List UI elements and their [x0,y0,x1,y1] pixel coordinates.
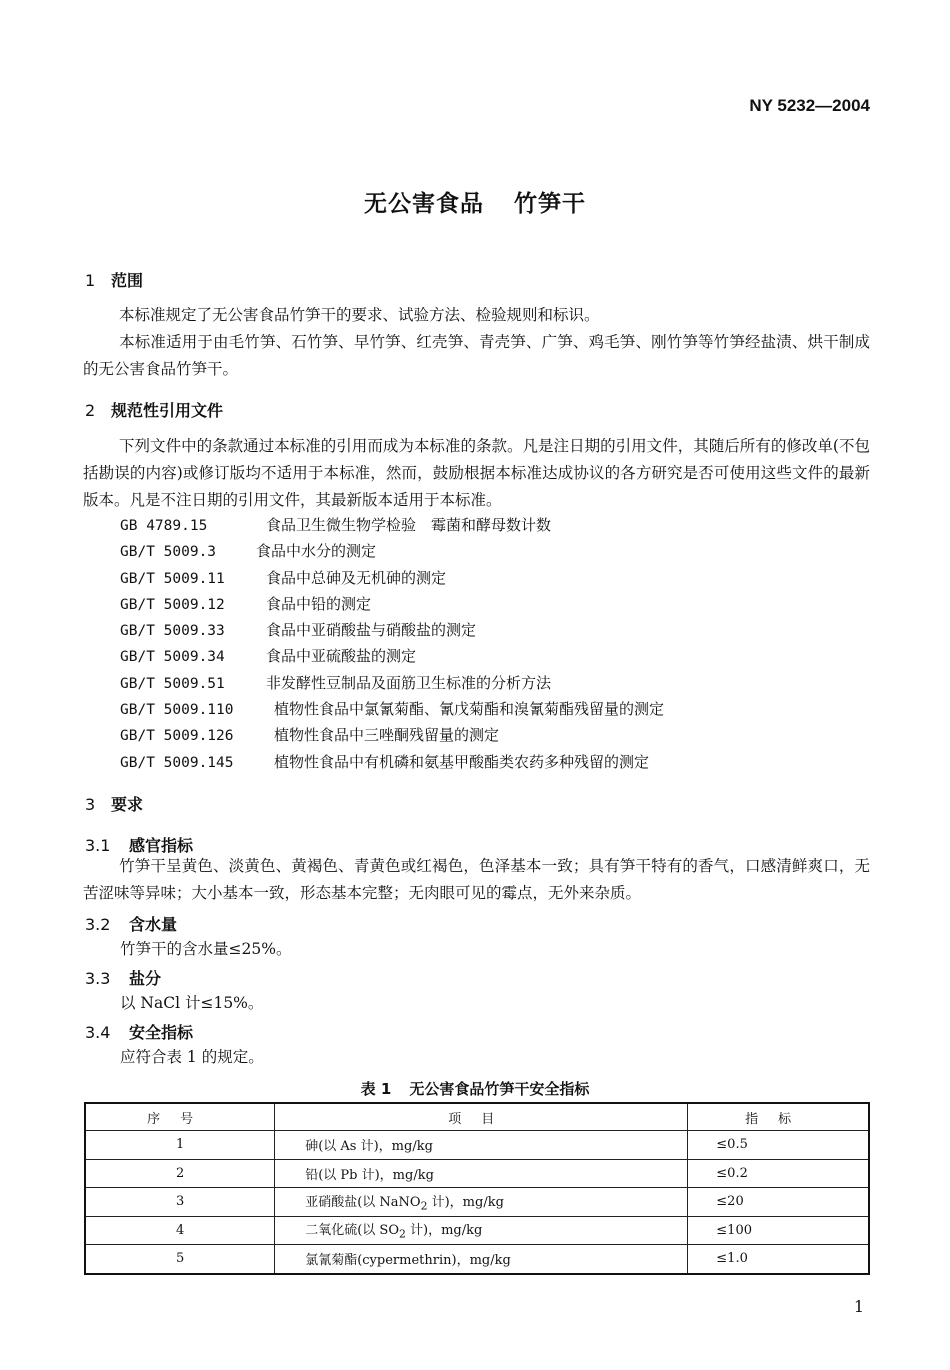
table-row [85,1159,869,1188]
subsection-number: 3.2 [85,915,111,934]
reference-item [120,512,664,538]
reference-code: GB/T 5009.34 [120,649,225,666]
reference-code: GB/T 5009.11 [120,570,225,587]
cell-no: 2 [85,1159,275,1188]
table-header-row [85,1103,869,1131]
section-1-paragraph-2: 本标准适用于由毛竹笋、石竹笋、早竹笋、红壳笋、青壳笋、广笋、鸡毛笋、刚竹笋等竹笋经盐渍、烘干制成的无公害食品竹笋干。 [83,333,870,378]
reference-item [120,643,664,669]
subsection-title: 含水量 [129,915,178,934]
standard-code: NY 5232—2004 [749,96,870,115]
section-title: 规范性引用文件 [111,401,224,420]
document-title [0,185,950,218]
subsection-3-4-heading [85,1020,193,1043]
section-number: 2 [85,401,96,420]
title-part-2: 竹笋干 [514,191,586,217]
reference-item [120,617,664,643]
section-number: 3 [85,795,96,814]
cell-limit: ≤100 [688,1216,869,1245]
reference-code: GB/T 5009.126 [120,728,234,745]
section-1-paragraph-1: 本标准规定了无公害食品竹笋干的要求、试验方法、检验规则和标识。 [119,306,600,324]
cell-item: 氯氰菊酯(cypermethrin)，mg/kg [275,1245,688,1274]
safety-indicators-table [84,1102,870,1275]
reference-item [120,670,664,696]
section-2-paragraph: 下列文件中的条款通过本标准的引用而成为本标准的条款。凡是注日期的引用文件，其随后所有的修改单(不包括勘误的内容)或修订版均不适用于本标准，然而，鼓励根据本标准达成协议的各方研究是否可使用这些文件的最新版本。凡是不注日期的引用文件，其最新版本适用于本标准。 [83,437,870,509]
reference-title: 食品中总砷及无机砷的测定 [266,568,447,587]
subsection-number: 3.4 [85,1023,111,1042]
reference-code: GB/T 5009.3 [120,544,217,561]
subsection-3-3-text: 以 NaCl 计≤15%。 [120,994,264,1012]
reference-item [120,749,664,775]
subsection-3-2-heading [85,912,177,935]
table-row [85,1245,869,1274]
reference-code: GB 4789.15 [120,518,208,534]
reference-title: 食品中亚硝酸盐与硝酸盐的测定 [266,621,477,640]
normative-references-list [120,512,664,775]
reference-code: GB/T 5009.145 [120,754,234,771]
reference-code: GB/T 5009.12 [120,596,225,613]
reference-code: GB/T 5009.51 [120,675,225,692]
subsection-title: 感官指标 [129,836,194,855]
cell-no: 1 [85,1131,275,1160]
subsection-3-2-text: 竹笋干的含水量≤25%。 [120,940,292,958]
subsection-title: 安全指标 [129,1023,194,1042]
table-row [85,1188,869,1217]
reference-item [120,722,664,748]
section-number: 1 [85,271,96,290]
cell-limit: ≤0.2 [688,1159,869,1188]
subsection-number: 3.1 [85,836,111,855]
subsection-3-3-heading [85,966,161,989]
cell-limit: ≤20 [688,1188,869,1217]
cell-no: 5 [85,1245,275,1274]
table-title: 无公害食品竹笋干安全指标 [409,1080,590,1098]
reference-title: 食品卫生微生物学检验 霉菌和酵母数计数 [266,516,552,534]
column-header-limit: 指标 [688,1103,869,1131]
reference-title: 植物性食品中氯氰菊酯、氰戊菊酯和溴氰菊酯残留量的测定 [274,700,665,719]
column-header-no: 序号 [85,1103,275,1131]
reference-title: 非发酵性豆制品及面筋卫生标准的分析方法 [266,673,552,692]
reference-title: 食品中铅的测定 [266,594,372,613]
reference-title: 植物性食品中三唑酮残留量的测定 [274,726,500,745]
table-number: 表 1 [360,1080,392,1098]
reference-title: 食品中亚硫酸盐的测定 [266,647,417,666]
section-title: 范围 [111,271,144,290]
page-number: 1 [853,1297,864,1316]
section-1-heading [85,268,143,291]
cell-limit: ≤1.0 [688,1245,869,1274]
cell-no: 3 [85,1188,275,1217]
table-caption [0,1078,950,1099]
reference-code: GB/T 5009.110 [120,702,234,719]
cell-item: 砷(以 As 计)，mg/kg [275,1131,688,1160]
reference-item [120,538,664,564]
column-header-item: 项目 [275,1103,688,1131]
section-2-heading [85,398,223,421]
cell-no: 4 [85,1216,275,1245]
subsection-3-1-text: 竹笋干呈黄色、淡黄色、黄褐色、青黄色或红褐色，色泽基本一致；具有笋干特有的香气，口感清鲜爽口，无苦涩味等异味；大小基本一致，形态基本完整；无肉眼可见的霉点，无外来杂质。 [83,857,870,902]
subsection-3-4-text: 应符合表 1 的规定。 [120,1048,264,1066]
section-3-heading [85,792,143,815]
section-title: 要求 [111,795,144,814]
reference-item [120,696,664,722]
reference-item [120,565,664,591]
cell-item: 亚硝酸盐(以 NaNO$_2$ 计)，mg/kg [275,1188,688,1217]
cell-item: 铅(以 Pb 计)，mg/kg [275,1159,688,1188]
reference-title: 食品中水分的测定 [256,542,377,561]
reference-code: GB/T 5009.33 [120,623,225,640]
cell-limit: ≤0.5 [688,1131,869,1160]
table-row [85,1131,869,1160]
reference-title: 植物性食品中有机磷和氨基甲酸酯类农药多种残留的测定 [274,752,650,771]
subsection-number: 3.3 [85,969,111,988]
reference-item [120,591,664,617]
title-part-1: 无公害食品 [364,191,484,217]
cell-item: 二氧化硫(以 $SO_2$ 计)，mg/kg [275,1216,688,1245]
subsection-title: 盐分 [129,969,162,988]
table-row [85,1216,869,1245]
